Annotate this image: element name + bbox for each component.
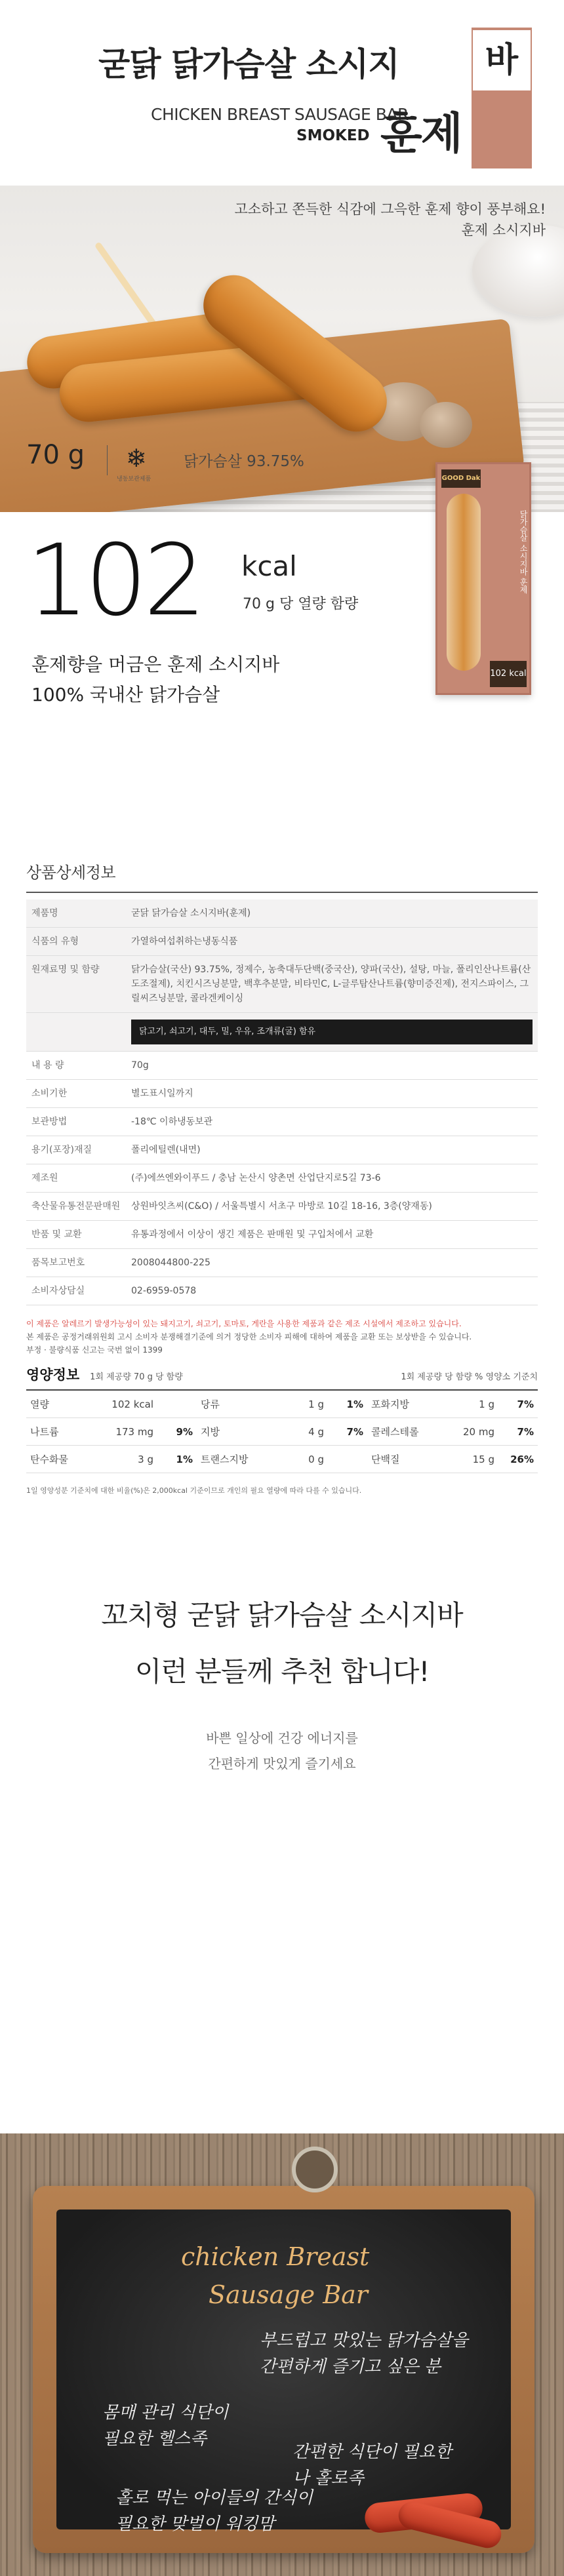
nutrient-name: 탄수화물 — [30, 1454, 68, 1465]
nutrient-value: 102 kcal — [111, 1398, 153, 1410]
row-header: 소비기한 — [26, 1080, 126, 1108]
table-row — [26, 1080, 538, 1108]
chalkboard — [56, 2209, 511, 2534]
english-title: CHICKEN BREAST SAUSAGE BAR — [151, 105, 409, 124]
recommend-headline: 꼬치형 굳닭 닭가슴살 소시지바 — [101, 1599, 463, 1631]
chalk-note-line: 몸매 관리 식단이 — [102, 2403, 229, 2423]
row-value: 굳닭 닭가슴살 소시지바(훈제) — [126, 900, 538, 928]
table-row — [26, 1108, 538, 1136]
product-detail-info — [0, 860, 564, 1496]
notice-text: 부정 · 불량식품 신고는 국번 없이 1399 — [26, 1345, 163, 1355]
nutrition-footnote: 1일 영양성분 기준치에 대한 비율(%)은 2,000kcal 기준이므로 개인의 필요 열량에 따라 다를 수 있습니다. — [26, 1486, 362, 1495]
nutrient-pct: 9% — [176, 1425, 193, 1438]
row-value: 폴리에틸렌(내면) — [126, 1136, 538, 1164]
photo-caption-line: 훈제 소시지바 — [461, 222, 546, 238]
row-value: 유통과정에서 이상이 생긴 제품은 판매원 및 구입처에서 교환 — [126, 1221, 538, 1249]
detail-title: 상품상세정보 — [26, 860, 538, 893]
row-header: 소비자상담실 — [26, 1277, 126, 1305]
row-value: 상원바잇츠씨(C&O) / 서울특별시 서초구 마방로 10길 18-16, 3층(양재동) — [126, 1193, 538, 1221]
chalk-note — [260, 2328, 468, 2380]
chalkboard-frame — [33, 2186, 534, 2553]
nutrition-standard: 1회 제공량 당 함량 % 영양소 기준치 — [401, 1372, 538, 1382]
nutrient — [367, 1418, 538, 1446]
nutrient — [197, 1391, 367, 1418]
chalk-note-line: 나 홀로족 — [292, 2468, 364, 2488]
divider — [107, 445, 108, 475]
calorie-value: 102 — [26, 524, 203, 638]
nutrient-value: 3 g — [138, 1453, 153, 1465]
package-window — [447, 494, 481, 671]
product-title: 굳닭 닭가슴살 소시지 — [98, 45, 399, 83]
table-row — [26, 1052, 538, 1080]
package-kcal: 102 kcal — [490, 661, 527, 687]
description-line: 훈제향을 머금은 훈제 소시지바 — [31, 654, 280, 675]
row-value: (주)에쓰엔와이푸드 / 충남 논산시 양촌면 산업단지로5길 73-6 — [126, 1164, 538, 1193]
row-value: 2008044800-225 — [126, 1249, 538, 1277]
package-brand: GOOD Dak — [441, 469, 481, 488]
nutrient-value: 1 g — [479, 1398, 494, 1410]
row-header: 용기(포장)재질 — [26, 1136, 126, 1164]
chalk-note-line: 필요한 헬스족 — [102, 2429, 207, 2449]
chicken-percentage: 닭가슴살 93.75% — [184, 453, 304, 470]
nutrient-name: 나트륨 — [30, 1426, 59, 1438]
table-row — [26, 1164, 538, 1193]
nutrient-pct: 1% — [176, 1453, 193, 1465]
notice — [26, 1317, 538, 1357]
photo-caption — [235, 199, 546, 241]
table-row — [26, 1136, 538, 1164]
recommendation — [0, 1594, 564, 1886]
recommend-headline: 이런 분들께 추천 합니다! — [134, 1655, 430, 1688]
nutrient — [26, 1391, 197, 1418]
title-tail: 바 — [472, 30, 532, 90]
nutrient-pct: 26% — [510, 1453, 534, 1465]
nutrient — [26, 1418, 197, 1446]
snowflake-icon: ❄ — [126, 444, 147, 473]
nutrient — [197, 1446, 367, 1473]
table-row — [26, 1193, 538, 1221]
english-subtitle: SMOKED — [296, 127, 370, 144]
product-package — [435, 462, 531, 695]
nutrient-name: 콜레스테롤 — [371, 1426, 419, 1438]
row-header: 축산물유통전문판매원 — [26, 1193, 126, 1221]
row-value: 닭가슴살(국산) 93.75%, 정제수, 농축대두단백(중국산), 양파(국산), 설탕, 마늘, 폴리인산나트륨(산도조절제), 치킨시즈닝분말, 백후추분말, 비타민C, L-글루탐산나트륨(향미증진제), 전지스파이스, 그릴씨즈닝분말, 콜라겐케이싱 — [126, 956, 538, 1013]
chalk-note-line: 간편한 식단이 필요한 — [292, 2442, 452, 2462]
nutrient-pct: 7% — [517, 1425, 534, 1438]
recommend-subtext: 간편하게 맛있게 즐기세요 — [208, 1756, 356, 1772]
table-row — [26, 1277, 538, 1305]
row-value: -18℃ 이하냉동보관 — [126, 1108, 538, 1136]
chalk-title: Sausage Bar — [209, 2280, 368, 2309]
nutrient-name: 포화지방 — [371, 1398, 409, 1410]
nutrient-name: 당류 — [201, 1398, 220, 1410]
nutrition-header — [26, 1364, 538, 1391]
allergy-row — [126, 1013, 538, 1052]
nutrient-value: 1 g — [308, 1398, 324, 1410]
table-row — [26, 900, 538, 928]
row-value: 가열하여섭취하는냉동식품 — [126, 928, 538, 956]
hero-header — [0, 0, 564, 186]
nutrition-grid — [26, 1391, 538, 1473]
nutrition-title: 영양정보 — [26, 1367, 80, 1383]
nutrient-pct: 7% — [346, 1425, 363, 1438]
notice-text: 본 제품은 공정거래위원회 고시 소비자 분쟁해결기준에 의거 정당한 소비자 피해에 대하여 제품을 교환 또는 보상받을 수 있습니다. — [26, 1332, 472, 1341]
row-header: 내 용 량 — [26, 1052, 126, 1080]
row-value: 02-6959-0578 — [126, 1277, 538, 1305]
chalk-note-line: 간편하게 즐기고 싶은 분 — [260, 2357, 441, 2377]
row-header: 제조원 — [26, 1164, 126, 1193]
nutrient-pct: 1% — [346, 1398, 363, 1410]
nutrient-value: 15 g — [472, 1453, 494, 1465]
nutrient-pct: 7% — [517, 1398, 534, 1410]
table-row — [26, 1249, 538, 1277]
nutrient-name: 열량 — [30, 1398, 49, 1410]
description-line: 100% 국내산 닭가슴살 — [31, 684, 220, 705]
allergy-warning: 이 제품은 알레르기 발생가능성이 있는 돼지고기, 쇠고기, 토마토, 게란을 사용한 제품과 같은 제조 시설에서 제조하고 있습니다. — [26, 1319, 462, 1328]
nutrient-name: 단백질 — [371, 1454, 400, 1465]
chalk-note — [102, 2400, 228, 2452]
nutrient — [197, 1418, 367, 1446]
recommend-subtext: 바쁜 일상에 건강 에너지를 — [206, 1730, 358, 1746]
mushroom — [420, 402, 472, 448]
accent-bar — [472, 28, 532, 168]
chalk-title: chicken Breast — [181, 2242, 370, 2271]
nutrient-value: 173 mg — [115, 1425, 153, 1438]
row-value: 70g — [126, 1052, 538, 1080]
row-header: 제품명 — [26, 900, 126, 928]
row-header: 보관방법 — [26, 1108, 126, 1136]
smoked-label: 훈제 — [380, 108, 462, 159]
nutrition-subtitle: 1회 제공량 70 g 당 함량 — [90, 1372, 183, 1382]
calorie-caption: 70 g 당 열량 함량 — [243, 596, 359, 612]
nutrient — [26, 1446, 197, 1473]
nutrient — [367, 1446, 538, 1473]
photo-caption-line: 고소하고 쫀득한 식감에 그윽한 훈제 향이 풍부해요! — [234, 201, 546, 217]
chalk-note — [115, 2485, 313, 2537]
nutrient-name: 트랜스지방 — [201, 1454, 249, 1465]
wood-background — [0, 2133, 564, 2576]
table-row — [26, 956, 538, 1013]
chalk-note-line: 필요한 맞벌이 워킹맘 — [115, 2514, 275, 2534]
table-row — [26, 1013, 538, 1052]
frozen-caption: 냉동보관제품 — [117, 476, 151, 483]
hanger-icon — [292, 2147, 338, 2192]
calorie-unit: kcal — [241, 550, 297, 582]
net-weight: 70 g — [26, 440, 85, 470]
allergy-banner: 닭고기, 쇠고기, 대두, 밀, 우유, 조개류(굴) 함유 — [131, 1020, 533, 1044]
row-header: 반품 및 교환 — [26, 1221, 126, 1249]
nutrient-value: 0 g — [308, 1453, 324, 1465]
package-label: 닭가슴살 소시지바 훈제 — [519, 510, 528, 594]
row-header: 원재료명 및 함량 — [26, 956, 126, 1013]
chalk-note-line: 홀로 먹는 아이들의 간식이 — [115, 2488, 313, 2508]
table-row — [26, 1221, 538, 1249]
nutrient-value: 20 mg — [463, 1425, 494, 1438]
product-description — [31, 650, 279, 710]
chalk-note — [292, 2439, 452, 2491]
row-header: 품목보고번호 — [26, 1249, 126, 1277]
table-row — [26, 928, 538, 956]
row-header — [26, 1013, 126, 1052]
chalk-note-line: 부드럽고 맛있는 닭가슴살을 — [260, 2331, 468, 2350]
nutrient-name: 지방 — [201, 1426, 220, 1438]
nutrient — [367, 1391, 538, 1418]
spec-table — [26, 900, 538, 1305]
row-value: 별도표시일까지 — [126, 1080, 538, 1108]
row-header: 식품의 유형 — [26, 928, 126, 956]
nutrient-value: 4 g — [308, 1425, 324, 1438]
